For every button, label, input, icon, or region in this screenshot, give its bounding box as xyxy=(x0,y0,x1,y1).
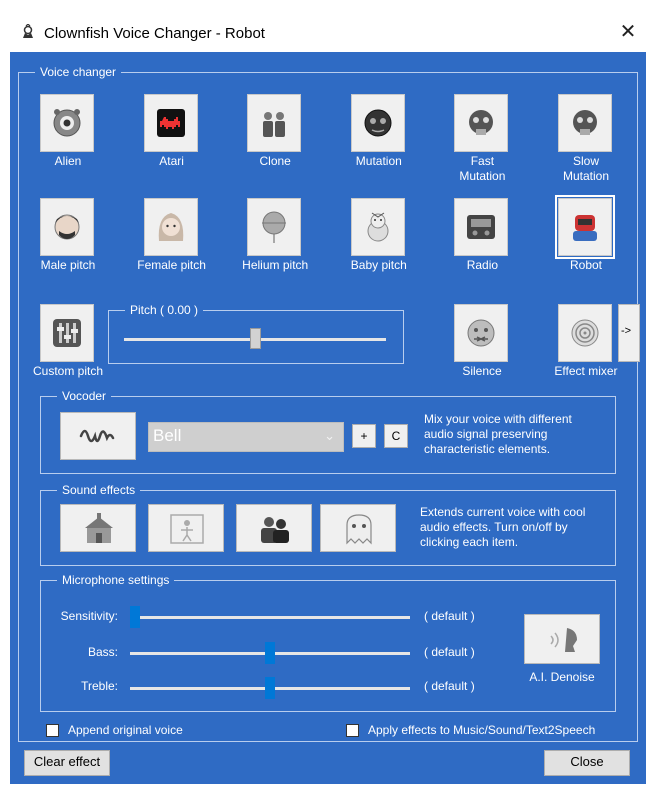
male-pitch-label: Male pitch xyxy=(40,258,96,272)
skull-icon xyxy=(569,105,601,141)
treble-label: Treble: xyxy=(81,679,118,693)
alien-button[interactable] xyxy=(40,94,94,152)
treble-default: ( default ) xyxy=(424,679,475,693)
clone-button[interactable] xyxy=(247,94,301,152)
silence-label: Silence xyxy=(462,364,502,378)
vocoder-description: Mix your voice with different audio signal preserving characteristic elements. xyxy=(424,412,572,456)
append-original-checkbox[interactable] xyxy=(46,724,59,737)
vocoder-add-button[interactable]: + xyxy=(352,424,376,448)
close-icon[interactable]: ✕ xyxy=(619,21,637,43)
more-effects-button[interactable] xyxy=(618,304,640,362)
baby-pitch-button[interactable] xyxy=(351,198,405,256)
pitch-slider-thumb[interactable] xyxy=(250,328,261,349)
helium-pitch-button[interactable] xyxy=(247,198,301,256)
vocoder-title: Vocoder xyxy=(57,388,111,404)
clone-label: Clone xyxy=(259,154,291,168)
microphone-title: Microphone settings xyxy=(57,572,174,588)
skull-icon xyxy=(465,105,497,141)
twins-icon xyxy=(258,105,290,141)
radio-button[interactable] xyxy=(454,198,508,256)
effect-mixer-label: Effect mixer xyxy=(554,364,618,378)
sound-effect-crowd[interactable] xyxy=(148,504,224,552)
effect-mixer-button[interactable] xyxy=(558,304,612,362)
alien-label: Alien xyxy=(54,154,82,168)
sound-effects-title: Sound effects xyxy=(57,482,140,498)
custom-pitch-label: Custom pitch xyxy=(32,364,104,378)
female-face-icon xyxy=(155,209,187,245)
robot-button[interactable] xyxy=(558,198,612,256)
slow-mutation-button[interactable] xyxy=(558,94,612,152)
silence-face-icon xyxy=(465,315,497,351)
chevron-down-icon: ⌄ xyxy=(324,428,335,443)
atari-label: Atari xyxy=(159,154,184,168)
fast-mutation-label: Fast Mutation xyxy=(459,154,506,183)
close-button[interactable]: Close xyxy=(544,750,630,776)
bass-slider-thumb[interactable] xyxy=(265,642,275,664)
clownfish-app-icon xyxy=(20,24,36,40)
waveform-icon xyxy=(79,423,119,449)
robot-icon xyxy=(569,209,601,245)
denoise-icon xyxy=(543,624,583,656)
more-arrow-label: -> xyxy=(621,325,632,337)
vocoder-selected-value: Bell xyxy=(153,426,182,445)
ghost-icon xyxy=(339,513,379,545)
clear-effect-button[interactable]: Clear effect xyxy=(24,750,110,776)
balloon-icon xyxy=(258,209,290,245)
mutation-button[interactable] xyxy=(351,94,405,152)
vocoder-clear-button[interactable]: C xyxy=(384,424,408,448)
male-pitch-button[interactable] xyxy=(40,198,94,256)
denoise-label: A.I. Denoise xyxy=(529,670,595,684)
helium-pitch-label: Helium pitch xyxy=(242,258,309,272)
female-pitch-button[interactable] xyxy=(144,198,198,256)
voice-changer-title: Voice changer xyxy=(35,64,121,80)
append-original-label[interactable]: Append original voice xyxy=(68,723,183,737)
equalizer-icon xyxy=(51,315,83,351)
bass-label: Bass: xyxy=(87,645,118,659)
fast-mutation-button[interactable] xyxy=(454,94,508,152)
female-pitch-label: Female pitch xyxy=(137,258,206,272)
mutation-label: Mutation xyxy=(355,154,402,168)
bass-default: ( default ) xyxy=(424,645,475,659)
window-title: Clownfish Voice Changer - Robot xyxy=(44,25,265,42)
denoise-button[interactable] xyxy=(524,614,600,664)
atari-button[interactable] xyxy=(144,94,198,152)
vocoder-button[interactable] xyxy=(60,412,136,460)
sound-effects-description: Extends current voice with cool audio effects. Turn on/off by clicking each item. xyxy=(420,505,586,549)
alien-icon xyxy=(51,105,83,141)
sound-effect-applause[interactable] xyxy=(236,504,312,552)
baby-icon xyxy=(362,209,394,245)
church-icon xyxy=(79,513,119,545)
silence-button[interactable] xyxy=(454,304,508,362)
male-face-icon xyxy=(51,209,83,245)
sensitivity-slider-track[interactable] xyxy=(130,616,410,619)
people-icon xyxy=(255,513,295,545)
radio-icon xyxy=(465,209,497,245)
sensitivity-slider-thumb[interactable] xyxy=(130,606,140,628)
apply-effects-checkbox[interactable] xyxy=(346,724,359,737)
main-panel xyxy=(10,52,646,784)
sound-effect-ghost[interactable] xyxy=(320,504,396,552)
mutant-face-icon xyxy=(362,105,394,141)
stadium-icon xyxy=(167,513,207,545)
robot-label: Robot xyxy=(569,258,603,272)
sensitivity-label: Sensitivity: xyxy=(60,609,118,623)
sensitivity-default: ( default ) xyxy=(424,609,475,623)
pitch-label: Pitch ( 0.00 ) xyxy=(125,302,203,318)
radio-label: Radio xyxy=(466,258,499,272)
treble-slider-thumb[interactable] xyxy=(265,677,275,699)
sound-effect-church[interactable] xyxy=(60,504,136,552)
space-invader-icon xyxy=(155,105,187,141)
baby-pitch-label: Baby pitch xyxy=(350,258,407,272)
apply-effects-label[interactable]: Apply effects to Music/Sound/Text2Speech xyxy=(368,723,596,737)
slow-mutation-label: Slow Mutation xyxy=(562,154,610,183)
vocoder-select[interactable] xyxy=(148,422,344,452)
custom-pitch-button[interactable] xyxy=(40,304,94,362)
spiral-icon xyxy=(569,315,601,351)
title-bar xyxy=(0,0,658,46)
